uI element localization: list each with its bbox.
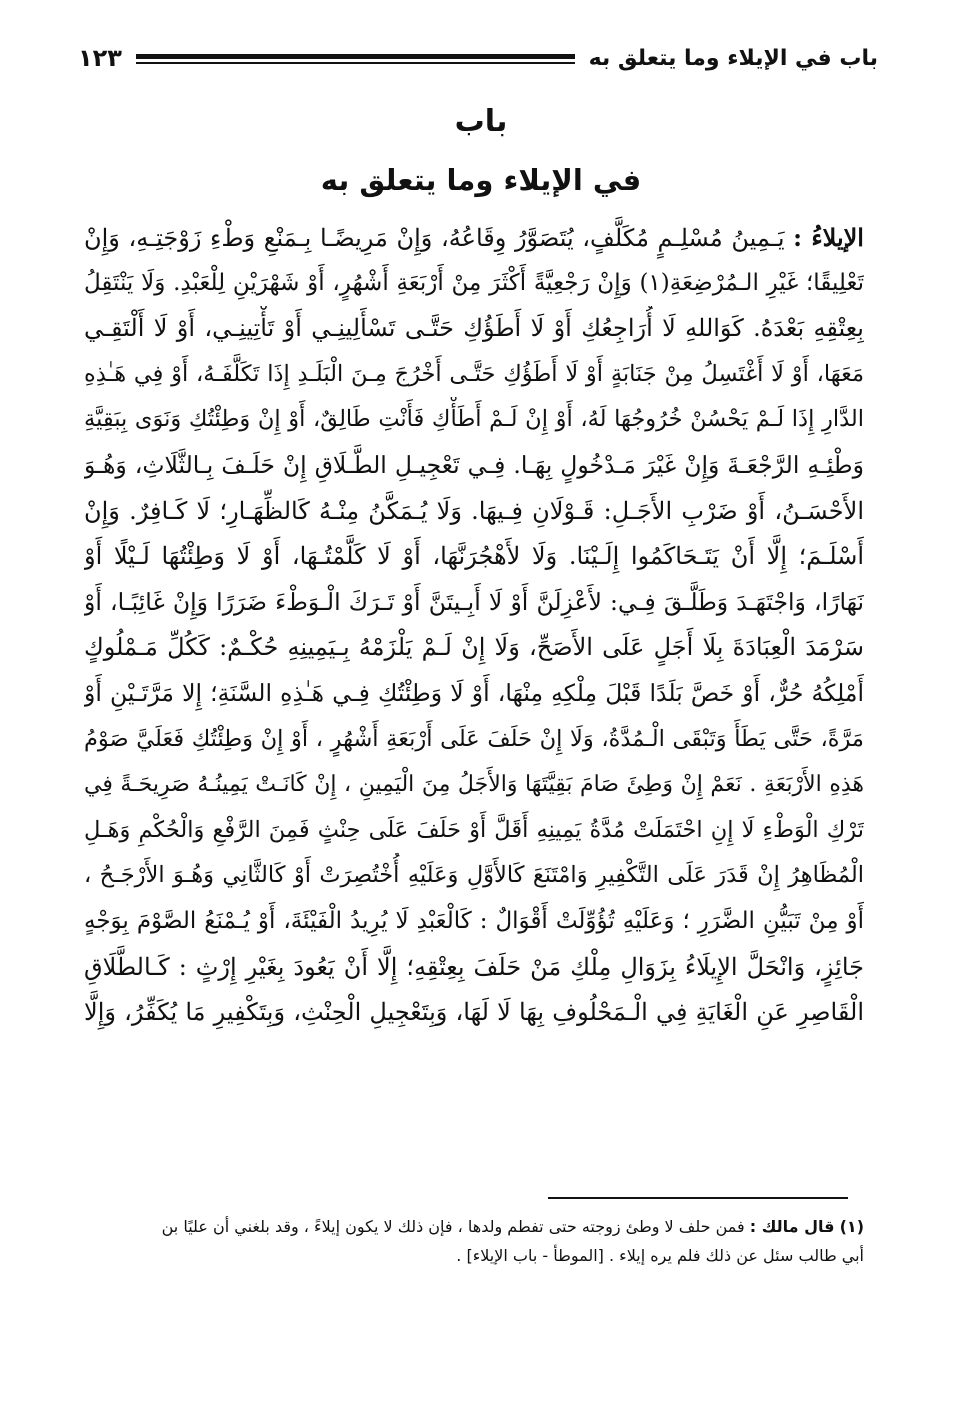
text-line: الأَحْسَـنُ، أَوْ ضَرْبِ الأَجَـلِ: قَـوْلَانِ فِـيهَا. وَلَا يُـمَكَّنُ مِنْـهُ كَالظِّهَـارِ؛ لَا كَـافِرٌ. وَإِنْ [84,496,864,525]
lead-term: الإيلاءُ : [793,223,864,252]
text-line: الْقَاصِرِ عَنِ الْغَايَةِ فِي الْـمَحْلُوفِ بِهَا لَا لَهَا، وَبِتَعْجِيلِ الْحِنْثِ، وَبِتَكْفِيرِ مَا يُكَفِّرُ، وَإِلَّا [84,998,864,1027]
running-title: باب في الإيلاء وما يتعلق به [588,45,878,71]
footnote-marker: (١) [839,1217,864,1236]
text-line: أَوْ مِنْ تَبَيُّنِ الضَّرَرِ ؛ وَعَلَيْهِ تُؤُوِّلَتْ أَقْوَالٌ : كَالْعَبْدِ لَا يُرِيدُ الْفَيْئَةَ، أَوْ يُـمْنَعُ الصَّوْمَ بِوَجْهٍ [84,907,864,934]
text-line: وَطْئِـهِ الرَّجْعَـةَ وَإِنْ غَيْرَ مَـدْخُولٍ بِهَـا. فِـي تَعْجِيـلِ الطَّـلَاقِ إِنْ حَلَـفَ بِـالثَّلَاثِ، وَهُـوَ [84,450,864,479]
text-line: أَسْلَـمَ؛ إِلَّا أَنْ يَتَـحَاكَمُوا إِلَـيْنَا. وَلَا لأَهْجُرَنَّهَا، أَوْ لَا كَلَّمْتُـهَا، أَوْ لَا وَطِئْتُهَا لَـيْلًا أَوْ [84,542,864,571]
text-line: أَمْلِكُهُ حُرٌّ، أَوْ خَصَّ بَلَدًا قَبْلَ مِلْكِهِ مِنْهَا، أَوْ لَا وَطِئْتُكِ فِـي هَـٰذِهِ السَّنَةِ؛ إِلا مَرَّتَـيْنِ أَوْ [84,678,864,707]
footnotes [84,1212,864,1270]
text-line: مَرَّةً، حَتَّى يَطَأَ وَتَبْقَى الْـمُدَّةُ، وَلَا إِنْ حَلَفَ عَلَى أَرْبَعَةِ أَشْهُرٍ ، أَوْ إِنْ وَطِئْتُكِ فَعَلَيَّ صَوْمُ [84,725,864,752]
chapter-title: في الإيلاء وما يتعلق به [320,163,642,197]
text-line: نَهَارًا، وَاجْتَهَـدَ وَطَلَّـقَ فِـي: لأَعْزِلَنَّ أَوْ لَا أَبِـيتَنَّ أَوْ تَـرَكَ الْـوَطْءَ ضَرَرًا وَإِنْ غَائِبًـا، أَوْ [84,587,864,616]
text-line: بِعِتْقِهِ بَعْدَهُ. كَوَاللهِ لَا أُرَاجِعُكِ أَوْ لَا أَطَؤُكِ حَتَّـى تَسْأَلِينِـي أَوْ تَأْتِينِـي، أَوْ لَا أَلْتَقِـي [84,314,864,343]
footnote-line [84,1212,864,1241]
text-line: الدَّارِ إِذَا لَـمْ يَحْسُنْ خُرُوجُهَا لَهُ، أَوْ إِنْ لَـمْ أَطَأْكِ فَأَنْتِ طَالِقٌ، أَوْ إِنْ وَطِئْتُكِ وَنَوَى بِبَقِيَّةِ [84,406,864,433]
footnote-text: فمن حلف لا وطئ زوجته حتى تفطم ولدها ، فإن ذلك لا يكون إيلاءً ، وقد بلغني أن عليًا بن [161,1217,745,1236]
page-number: ١٢٣ [78,44,122,72]
text-line: الْمُظَاهِرُ إِنْ قَدَرَ عَلَى التَّكْفِيرِ وَامْتَنَعَ كَالأَوَّلِ وَعَلَيْهِ أُخْتُصِرَتْ أَوْ كَالثَّانِي وَهُـوَ الأَرْجَـحُ ، [84,862,864,889]
text-line-content: يَـمِينُ مُسْلِـمٍ مُكَلَّفٍ، يُتَصَوَّرُ وِقَاعُهُ، وَإِنْ مَرِيضًـا بِـمَنْعِ وَطْءِ زَوْجَتِـهِ، وَإِنْ [84,224,785,252]
text-line [84,215,864,261]
text-line: جَائِزٍ، وَانْحَلَّ الإِيلَاءُ بِزَوَالِ مِلْكِ مَنْ حَلَفَ بِعِتْقِهِ؛ إِلَّا أَنْ يَعُودَ بِغَيْرِ إِرْثٍ : كَـالطَّلَاقِ [84,952,864,981]
text-line: مَعَهَا، أَوْ لَا أَغْتَسِلُ مِنْ جَنَابَةٍ أَوْ لَا أَطَؤُكِ حَتَّـى أَخْرُجَ مِـنَ الْبَلَـدِ إِذَا تَكَلَّفَـهُ، أَوْ فِي هَـٰذِهِ [84,360,864,387]
footnote-rule [548,1197,848,1199]
body-text [84,215,864,1036]
chapter-label: باب [454,104,508,139]
text-line: سَرْمَدَ الْعِبَادَةَ بِلَا أَجَلٍ عَلَى الأَصَحِّ، وَلَا إِنْ لَـمْ يَلْزَمْهُ بِـيَمِينِهِ حُكْـمٌ: كَكُلِّ مَـمْلُوكٍ [84,633,864,662]
footnote-line: أبي طالب سئل عن ذلك فلم يره إيلاء . [الموطأ - باب الإيلاء] . [456,1246,864,1265]
footnote-lead: قال مالك : [749,1217,835,1236]
text-line: تَعْلِيقًا؛ غَيْرِ الـمُرْضِعَةِ(١) وَإِنْ رَجْعِيَّةً أَكْثَرَ مِنْ أَرْبَعَةِ أَشْهُرٍ، أَوْ شَهْرَيْنِ لِلْعَبْدِ. وَلَا يَنْتَقِلُ [84,269,864,296]
header-rule [136,53,575,64]
text-line: هَذِهِ الأَرْبَعَةِ . نَعَمْ إِنْ وَطِئَ صَامَ بَقِيَّتَهَا وَالأَجَلُ مِنَ الْيَمِينِ ، إِنْ كَانَـتْ يَمِينُـهُ صَرِيحَـةً فِي [84,772,864,798]
running-header [78,38,878,78]
text-line: تَرْكِ الْوَطْءِ لَا إِنِ احْتَمَلَتْ مُدَّةُ يَمِينِهِ أَقَلَّ أَوْ حَلَفَ عَلَى حِنْثٍ فَمِنَ الرَّفْعِ وَالْحُكْمِ وَهَـلِ [84,816,864,843]
